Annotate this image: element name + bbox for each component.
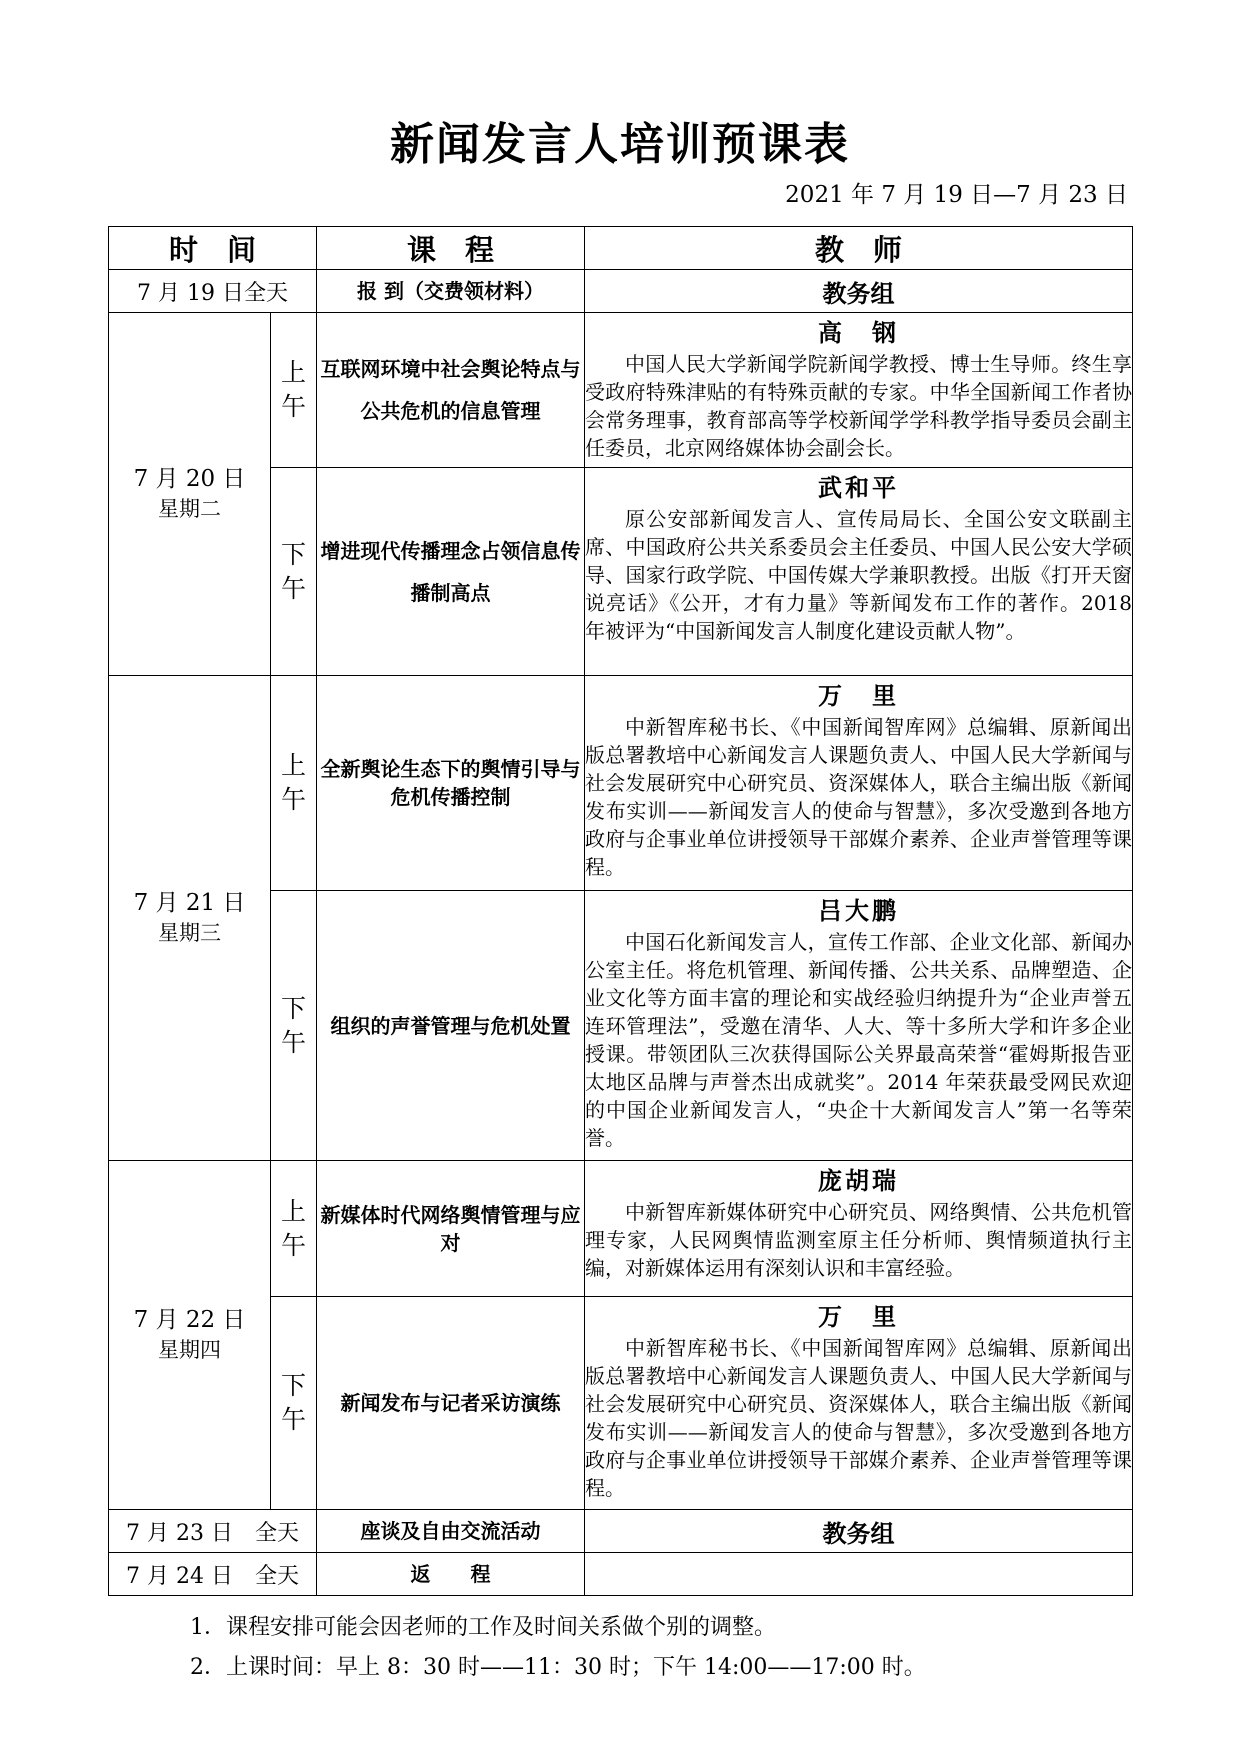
table-row <box>109 1553 1133 1596</box>
teacher-cell <box>585 313 1133 468</box>
teacher-bio: 原公安部新闻发言人、宣传局局长、全国公安文联副主席、中国政府公共关系委员会主任委员、中国人民公安大学硕导、国家行政学院、中国传媒大学兼职教授。出版《打开天窗说亮话》《公开，才有力量》等新闻发布工作的著作。2018 年被评为“中国新闻发言人制度化建设贡献人物”。 <box>585 507 1133 643</box>
day-cell <box>109 1161 271 1510</box>
course-name: 组织的声誉管理与危机处置 <box>317 891 585 1161</box>
teacher-cell <box>585 468 1133 676</box>
teacher-bio: 中新智库新媒体研究中心研究员、网络舆情、公共危机管理专家，人民网舆情监测室原主任分析师、舆情频道执行主编，对新媒体运用有深刻认识和丰富经验。 <box>585 1200 1133 1280</box>
day-date: 7 月 20 日 <box>133 466 246 492</box>
ampm-label: 下午 <box>271 468 317 676</box>
row-teacher: 教务组 <box>585 270 1133 313</box>
teacher-bio: 中新智库秘书长、《中国新闻智库网》总编辑、原新闻出版总署教培中心新闻发言人课题负责人、中国人民大学新闻与社会发展研究中心研究员、资深媒体人，联合主编出版《新闻发布实训——新闻发言人的使命与智慧》，多次受邀到各地方政府与企事业单位讲授领导干部媒介素养、企业声誉管理等课程。 <box>585 1336 1133 1500</box>
ampm-label: 上午 <box>271 1161 317 1297</box>
row-teacher: 教务组 <box>585 1510 1133 1553</box>
course-name: 互联网环境中社会舆论特点与公共危机的信息管理 <box>317 313 585 468</box>
row-time: 7 月 19 日全天 <box>109 270 317 313</box>
row-course: 返 程 <box>317 1553 585 1596</box>
row-time: 7 月 23 日 全天 <box>109 1510 317 1553</box>
header-row <box>109 227 1133 270</box>
day-cell <box>109 313 271 676</box>
note-item: 2．上课时间：早上 8：30 时——11：30 时；下午 14:00——17:00 时。 <box>190 1655 926 1680</box>
table-row <box>109 1161 1133 1297</box>
ampm-label: 下午 <box>271 891 317 1161</box>
day-weekday: 星期三 <box>158 921 221 945</box>
teacher-cell <box>585 1297 1133 1510</box>
day-weekday: 星期四 <box>158 1338 221 1362</box>
table-row <box>109 313 1133 468</box>
teacher-name: 万 里 <box>818 1302 900 1331</box>
teacher-cell <box>585 1161 1133 1297</box>
teacher-bio: 中国石化新闻发言人，宣传工作部、企业文化部、新闻办公室主任。将危机管理、新闻传播、公共关系、品牌塑造、企业文化等方面丰富的理论和实战经验归纳提升为“企业声誉五连环管理法”，受邀在清华、人大、等十多所大学和许多企业授课。带领团队三次获得国际公关界最高荣誉“霍姆斯报告亚太地区品牌与声誉杰出成就奖”。2014 年荣获最受网民欢迎的中国企业新闻发言人，“央企十大新闻发言人”第一名等荣誉。 <box>585 930 1133 1150</box>
table-row <box>109 270 1133 313</box>
header-time: 时 间 <box>109 227 317 270</box>
ampm-label: 上午 <box>271 676 317 891</box>
note-item: 1．课程安排可能会因老师的工作及时间关系做个别的调整。 <box>190 1615 776 1640</box>
course-name: 全新舆论生态下的舆情引导与危机传播控制 <box>317 676 585 891</box>
teacher-cell <box>585 891 1133 1161</box>
row-teacher <box>585 1553 1133 1596</box>
day-date: 7 月 22 日 <box>133 1307 246 1333</box>
teacher-name: 吕大鹏 <box>818 896 900 925</box>
teacher-name: 武和平 <box>818 473 900 502</box>
teacher-name: 高 钢 <box>818 318 900 347</box>
page-title: 新闻发言人培训预课表 <box>390 119 850 170</box>
row-time: 7 月 24 日 全天 <box>109 1553 317 1596</box>
day-cell <box>109 676 271 1161</box>
notes <box>190 1608 926 1688</box>
course-name: 新闻发布与记者采访演练 <box>317 1297 585 1510</box>
ampm-label: 下午 <box>271 1297 317 1510</box>
row-course: 报 到（交费领材料） <box>317 270 585 313</box>
header-course: 课 程 <box>317 227 585 270</box>
table-row <box>109 1510 1133 1553</box>
ampm-label: 上午 <box>271 313 317 468</box>
schedule-table <box>108 226 1133 1596</box>
teacher-name: 庞胡瑞 <box>818 1166 900 1195</box>
teacher-cell <box>585 676 1133 891</box>
table-row <box>109 676 1133 891</box>
date-range: 2021 年 7 月 19 日—7 月 23 日 <box>785 182 1128 208</box>
course-name: 新媒体时代网络舆情管理与应对 <box>317 1161 585 1297</box>
header-teacher: 教 师 <box>585 227 1133 270</box>
row-course: 座谈及自由交流活动 <box>317 1510 585 1553</box>
teacher-name: 万 里 <box>818 681 900 710</box>
teacher-bio: 中新智库秘书长、《中国新闻智库网》总编辑、原新闻出版总署教培中心新闻发言人课题负责人、中国人民大学新闻与社会发展研究中心研究员、资深媒体人，联合主编出版《新闻发布实训——新闻发言人的使命与智慧》，多次受邀到各地方政府与企事业单位讲授领导干部媒介素养、企业声誉管理等课程。 <box>585 715 1133 879</box>
teacher-bio: 中国人民大学新闻学院新闻学教授、博士生导师。终生享受政府特殊津贴的有特殊贡献的专家。中华全国新闻工作者协会常务理事，教育部高等学校新闻学学科教学指导委员会副主任委员，北京网络媒体协会副会长。 <box>585 352 1133 460</box>
day-date: 7 月 21 日 <box>133 890 246 916</box>
day-weekday: 星期二 <box>158 497 221 521</box>
course-name: 增进现代传播理念占领信息传播制高点 <box>317 468 585 676</box>
